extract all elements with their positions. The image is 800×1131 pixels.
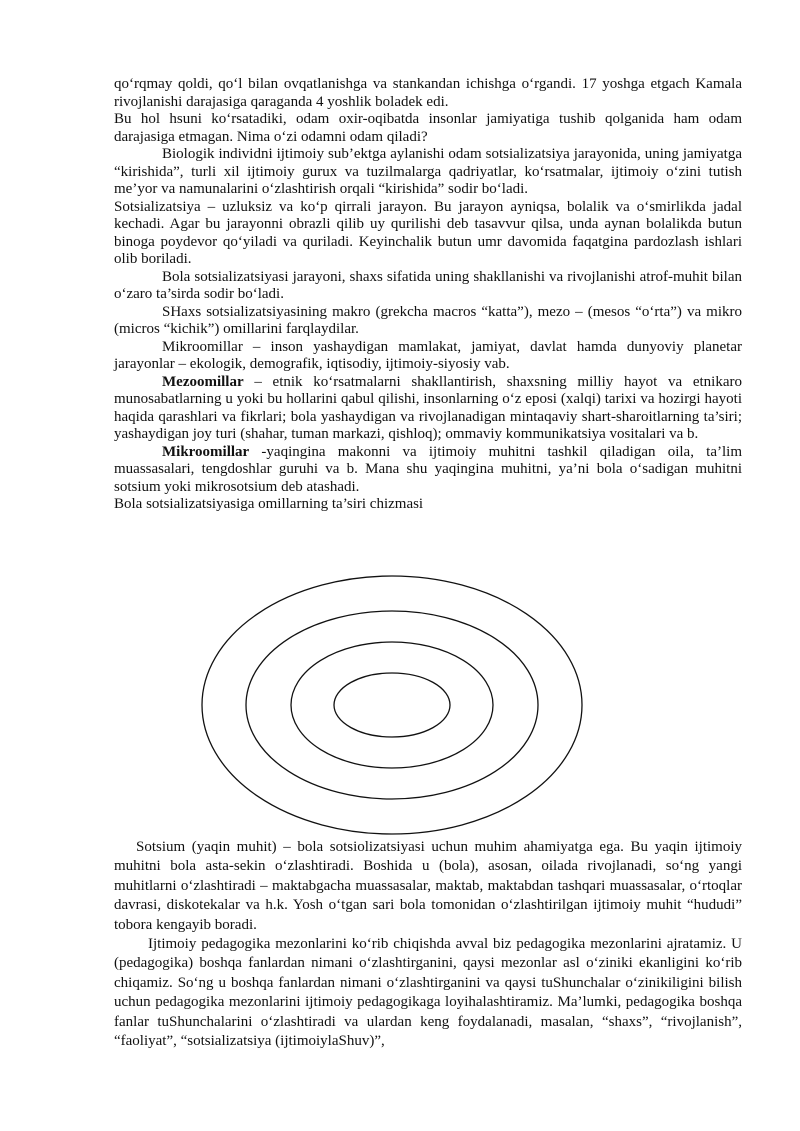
paragraph-4: Sotsializatsiya – uzluksiz va ko‘p qirrali jarayon. Bu jarayon ayniqsa, bolalik va o‘smirlikda jadal kechadi. Agar bu jarayonni obrazli qilib uy qurilishi deb tasavvur qilsa, unda aynan bolalikda butun binoga poydevor qo‘yiladi va quriladi. Keyinchalik butun umr davomida faqatgina pardozlash ishlari olib boriladi. [114, 198, 742, 267]
mezoomillar-text: – etnik ko‘rsatmalarni shakllantirish, shaxsning milliy hayot va etnikaro munosabatlarning u yoki bu hollarini qabul qilishi, insonlarning o‘z eposi (xalqi) tarixi va hozirgi hayoti haqida qarashlari va fikrlari; bola yashaydigan va rivojlanadigan mintaqaviy shart-sharoitlarning ta’siri; yashaydigan joy turi (shahar, tuman markazi, qishloq); ommaviy kommunikatsiya vositalari va b. [114, 373, 742, 442]
paragraph-3: Biologik individni ijtimoiy sub’ektga aylanishi odam sotsializatsiya jarayonida, uning jamiyatga “kirishida”, turli xil ijtimoiy gurux va tuzilmalarga qadriyatlar, ko‘rsatmalar, ijtimoiy o‘zini tutish me’yor va namunalarini o‘zlashtirish orqali “kirishida” sodir bo‘ladi. [114, 146, 742, 197]
diagram-caption: Bola sotsializatsiyasiga omillarning ta’siri chizmasi [114, 496, 424, 512]
mikroomillar-text: -yaqingina makonni va ijtimoiy muhitni tashkil qiladigan oila, ta’lim muassasalari, tengdoshlar guruhi va b. Mana shu yaqingina muhitni, ya’ni bola o‘sadigan muhitni sotsium yoki mikrosotsium deb atashadi. [114, 443, 742, 495]
text-block-top [114, 76, 742, 514]
paragraph-2: Bu hol hsuni ko‘rsatadiki, odam oxir-oqibatda insonlar jamiyatiga tushib qolganida ham odam darajasiga etmagan. Nima o‘zi odamni odam qiladi? [114, 111, 742, 145]
paragraph-1: qo‘rqmay qoldi, qo‘l bilan ovqatlanishga va stankandan ichishga o‘rgandi. 17 yoshga etgach Kamala rivojlanishi darajasiga qaraganda 4 yoshlik boladek edi. [114, 76, 742, 110]
text-block-bottom [114, 838, 742, 1051]
inner-ellipse [334, 673, 450, 737]
paragraph-7: Mikroomillar – inson yashaydigan mamlakat, jamiyat, davlat hamda dunyoviy planetar jarayonlar – ekologik, demografik, iqtisodiy, ijtimoiy-siyosiy vab. [114, 338, 742, 372]
paragraph-5: Bola sotsializatsiyasi jarayoni, shaxs sifatida uning shakllanishi va rivojlanishi atrof-muhit bilan o‘zaro ta’sirda sodir bo‘ladi. [114, 268, 742, 302]
sotsium-paragraph: Sotsium (yaqin muhit) – bola sotsiolizatsiyasi uchun muhim ahamiyatga ega. Bu yaqin ijtimoiy muhitni bola asta-sekin o‘zlashtiradi. Boshida u (bola), asosan, oilada rivojlanadi, so‘ng yangi muhitlarni o‘zlashtiradi – maktabgacha muassasalar, maktab, maktabdan tashqari muassasalar, o‘rtoqlar davrasi, diskotekalar va h.k. Yosh o‘tgan sari bola tomonidan o‘zlashtirilgan ijtimoiy muhit “hududi” tobora kengayib boradi. [114, 839, 742, 933]
paragraph-8 [114, 374, 742, 444]
second-ellipse [246, 611, 538, 799]
pedagogika-paragraph: Ijtimoiy pedagogika mezonlarini ko‘rib chiqishda avval biz pedagogika mezonlarini ajratamiz. U (pedagogika) boshqa fanlardan nimani o‘zlashtirganini, qaysi mezonlar asl o‘ziniki ekanligini ko‘rib chiqamiz. So‘ng u boshqa fanlardan nimani o‘zlashtirganini va qaysi tuShunchalar o‘zinikiligini bilish uchun pedagogika mezonlarini ijtimoiy pedagogikaga loyihalashtiramiz. Ma’lumki, pedagogika boshqa fanlar tuShunchalarini o‘zlashtiradi va ulardan keng foydalanadi, masalan, “shaxs”, “rivojlanish”, “faoliyat”, “sotsializatsiya (ijtimoiylaShuv)”, [114, 936, 742, 1050]
paragraph-6: SHaxs sotsializatsiyasining makro (grekcha macros “katta”), mezo – (mesos “o‘rta”) va mikro (micros “kichik”) omillarini farqlaydilar. [114, 303, 742, 337]
mezoomillar-term: Mezoomillar [162, 373, 244, 390]
concentric-ellipses-diagram [200, 574, 584, 836]
mikroomillar-term: Mikroomillar [162, 443, 250, 460]
third-ellipse [291, 642, 493, 768]
outer-ellipse [202, 576, 582, 834]
paragraph-9 [114, 444, 742, 497]
